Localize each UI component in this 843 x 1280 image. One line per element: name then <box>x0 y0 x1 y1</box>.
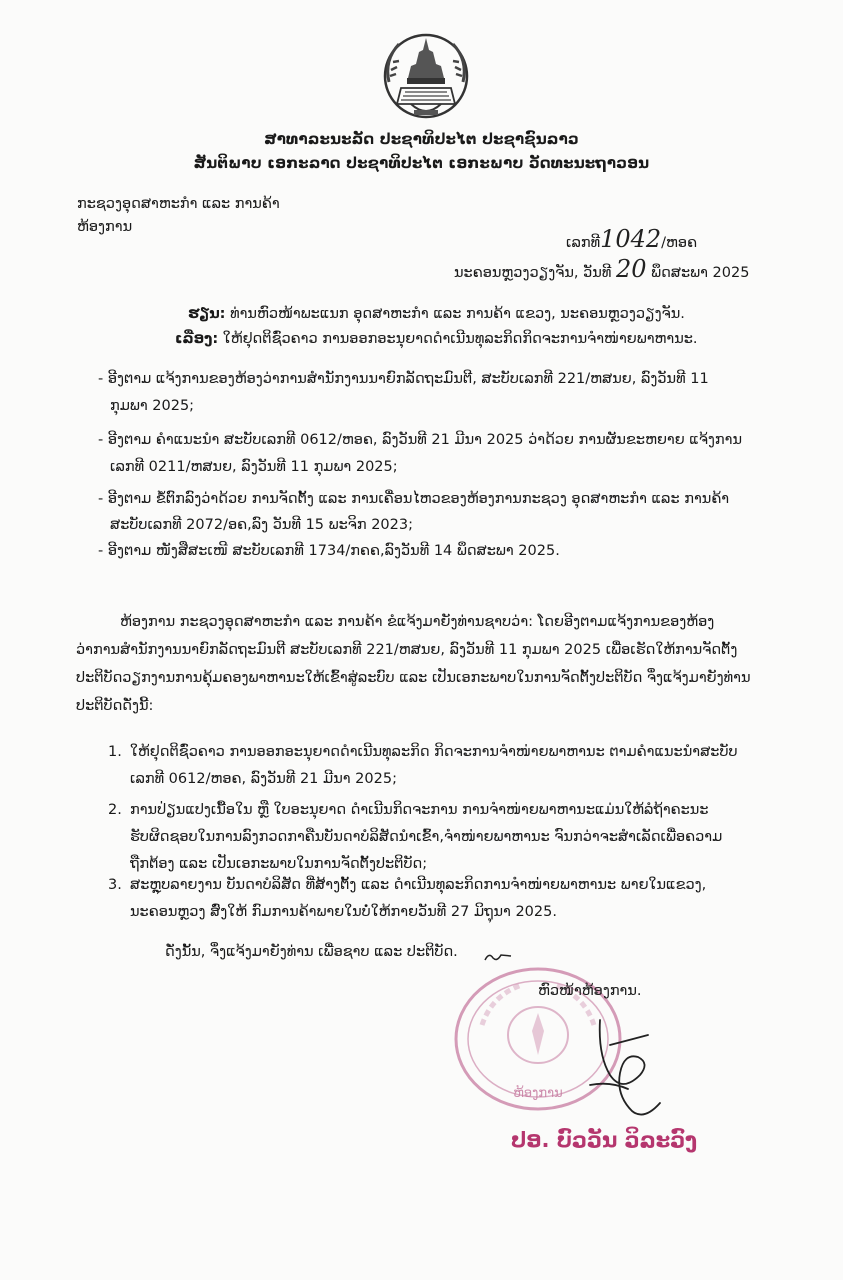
reference-item-3-line-1: ອີງຕາມ ຂໍ້ຕົກລົງວ່າດ້ວຍ ການຈັດຕັ້ງ ແລະ ການເຄື່ອນໄຫວຂອງຫ້ອງການກະຊວງ ອຸດສາຫະກຳ ແລະ ການຄ້າ <box>107 491 730 507</box>
item-2-line-3: ຖືກຕ້ອງ ແລະ ເປັນເອກະພາບໃນການຈັດຕັ້ງປະຕິບັດ; <box>130 856 428 872</box>
reference-handwritten-number: 1042 <box>600 225 662 253</box>
reference-item-4-line-1: ອີງຕາມ ໜັງສືສະເໜີ ສະບັບເລກທີ 1734/ກຄຄ,ລົງວັນທີ 14 ພຶດສະພາ 2025. <box>107 543 560 559</box>
reference-item-2-line-2: ເລກທີ 0211/ຫສນຍ, ລົງວັນທີ 11 ກຸມພາ 2025; <box>110 459 398 475</box>
issue-date-month-year: ພຶດສະພາ 2025 <box>651 265 750 281</box>
country-name: ສາທາລະນະລັດ ປະຊາທິປະໄຕ ປະຊາຊົນລາວ <box>264 130 579 148</box>
body-line-4: ປະຕິບັດດັ່ງນີ້: <box>76 698 154 714</box>
item-3-number: 3. <box>108 877 122 893</box>
body-line-3: ປະຕິບັດວຽກງານການຄຸ້ມຄອງພາຫານະໃຫ້ເຂົ້າສູ່ລະບົບ ແລະ ເປັນເອກະພາບໃນການຈັດຕັ້ງປະຕິບັດ ຈຶ່ງແຈ້ງມາຍັງທ່ານ <box>76 670 751 686</box>
sender-office: ຫ້ອງການ <box>77 219 133 235</box>
reference-item-3-line-2: ສະບັບເລກທີ 2072/ອຄ,ລົງ ວັນທີ 15 ພະຈິກ 2023; <box>110 517 413 533</box>
signatory-name: ປອ. ບົວວັນ ວິລະວົງ <box>511 1128 698 1152</box>
subject-label: ເລື່ອງ: <box>175 331 219 347</box>
closing-line: ດັ່ງນັ້ນ, ຈຶ່ງແຈ້ງມາຍັງທ່ານ ເພື່ອຊາບ ແລະ ປະຕິບັດ. <box>165 944 458 960</box>
item-1-line-1: ໃຫ້ຢຸດຕິຊົ່ວຄາວ ການອອກອະນຸຍາດດຳເນີນທຸລະກິດ ກິດຈະການຈຳໜ່າຍພາຫານະ ຕາມຄຳແນະນຳສະບັບ <box>130 744 738 760</box>
body-line-1: ຫ້ອງການ ກະຊວງອຸດສາຫະກຳ ແລະ ການຄ້າ ຂໍແຈ້ງມາຍັງທ່ານຊາບວ່າ: ໂດຍອີງຕາມແຈ້ງການຂອງຫ້ອງ <box>120 614 715 630</box>
subject-line <box>175 331 698 347</box>
body-line-2: ວ່າການສຳນັກງານນາຍົກລັດຖະມົນຕີ ສະບັບເລກທີ 221/ຫສນຍ, ລົງວັນທີ 11 ກຸມພາ 2025 ເພື່ອເຮັດໃຫ້ການຈັດຕັ້ງ <box>76 642 738 658</box>
item-1-line-2: ເລກທີ 0612/ຫອຄ, ລົງວັນທີ 21 ມີນາ 2025; <box>130 771 397 787</box>
signatory-title: ຫົວໜ້າຫ້ອງການ. <box>538 983 642 999</box>
reference-item-1: - ອີງຕາມ ແຈ້ງການຂອງຫ້ອງວ່າການສຳນັກງານນາຍົກລັດຖະມົນຕີ, ສະບັບເລກທີ 221/ຫສນຍ, ລົງວັນທີ 11 <box>98 371 709 387</box>
recipient-label: ຮຽນ: <box>188 306 226 322</box>
item-3-line-2: ນະຄອນຫຼວງ ສົ່ງໃຫ້ ກົມການຄ້າພາຍໃນບໍ່ໃຫ້ກາຍວັນທີ 27 ມິຖຸນາ 2025. <box>130 904 557 920</box>
item-2-number: 2. <box>108 802 122 818</box>
handwritten-tick-mark <box>483 950 513 964</box>
issue-date-day: 20 <box>615 255 647 283</box>
subject-text: ໃຫ້ຢຸດຕິຊົ່ວຄາວ ການອອກອະນຸຍາດດຳເນີນທຸລະກິດກິດຈະການຈຳໜ່າຍພາຫານະ. <box>222 331 698 347</box>
national-emblem-icon <box>381 30 471 122</box>
reference-number <box>566 225 697 253</box>
reference-item-2: - ອີງຕາມ ຄຳແນະນຳ ສະບັບເລກທີ 0612/ຫອຄ, ລົງວັນທີ 21 ມີນາ 2025 ວ່າດ້ວຍ ການຜັນຂະຫຍາຍ ແຈ້ງການ <box>98 432 743 448</box>
item-2-line-1: ການປ່ຽນແປງເນື້ອໃນ ຫຼື ໃບອະນຸຍາດ ດຳເນີນກິດຈະການ ການຈຳໜ່າຍພາຫານະແມ່ນໃຫ້ລໍຖ້າຄະນະ <box>130 802 709 818</box>
item-1-number: 1. <box>108 744 122 760</box>
reference-suffix: /ຫອຄ <box>661 235 698 251</box>
stamp-bottom-text: ຫ້ອງການ <box>513 1086 563 1101</box>
national-motto: ສັນຕິພາບ ເອກະລາດ ປະຊາທິປະໄຕ ເອກະພາບ ວັດທະນະຖາວອນ <box>193 154 650 172</box>
reference-item-1-line-2: ກຸມພາ 2025; <box>110 398 195 414</box>
issue-date-place: ນະຄອນຫຼວງວຽງຈັນ, ວັນທີ <box>454 265 612 281</box>
reference-label: ເລກທີ <box>566 235 601 251</box>
reference-item-2-line-1: ອີງຕາມ ຄຳແນະນຳ ສະບັບເລກທີ 0612/ຫອຄ, ລົງວັນທີ 21 ມີນາ 2025 ວ່າດ້ວຍ ການຜັນຂະຫຍາຍ ແຈ້ງການ <box>107 432 743 448</box>
item-3-line-1: ສະຫຼຸບລາຍງານ ບັນດາບໍລິສັດ ທີ່ສ້າງຕັ້ງ ແລະ ດຳເນີນທຸລະກິດການຈຳໜ່າຍພາຫານະ ພາຍໃນແຂວງ, <box>130 877 707 893</box>
reference-item-1-line-1: ອີງຕາມ ແຈ້ງການຂອງຫ້ອງວ່າການສຳນັກງານນາຍົກລັດຖະມົນຕີ, ສະບັບເລກທີ 221/ຫສນຍ, ລົງວັນທີ 11 <box>107 371 709 387</box>
item-2-line-2: ຮັບຜິດຊອບໃນການລົງກວດກາຄືນບັນດາບໍລິສັດນຳເຂົ້າ,ຈຳໜ່າຍພາຫານະ ຈົນກວ່າຈະສຳເລັດເພື່ອຄວາມ <box>130 829 723 845</box>
recipient-text: ທ່ານຫົວໜ້າພະແນກ ອຸດສາຫະກຳ ແລະ ການຄ້າ ແຂວງ, ນະຄອນຫຼວງວຽງຈັນ. <box>230 306 685 322</box>
reference-item-4: - ອີງຕາມ ໜັງສືສະເໜີ ສະບັບເລກທີ 1734/ກຄຄ,ລົງວັນທີ 14 ພຶດສະພາ 2025. <box>98 543 560 559</box>
recipient-line <box>188 306 685 322</box>
reference-item-3: - ອີງຕາມ ຂໍ້ຕົກລົງວ່າດ້ວຍ ການຈັດຕັ້ງ ແລະ ການເຄື່ອນໄຫວຂອງຫ້ອງການກະຊວງ ອຸດສາຫະກຳ ແລະ ການຄ້າ <box>98 491 730 507</box>
handwritten-signature <box>580 1015 675 1125</box>
sender-ministry: ກະຊວງອຸດສາຫະກຳ ແລະ ການຄ້າ <box>77 196 280 212</box>
issue-date <box>454 255 749 283</box>
